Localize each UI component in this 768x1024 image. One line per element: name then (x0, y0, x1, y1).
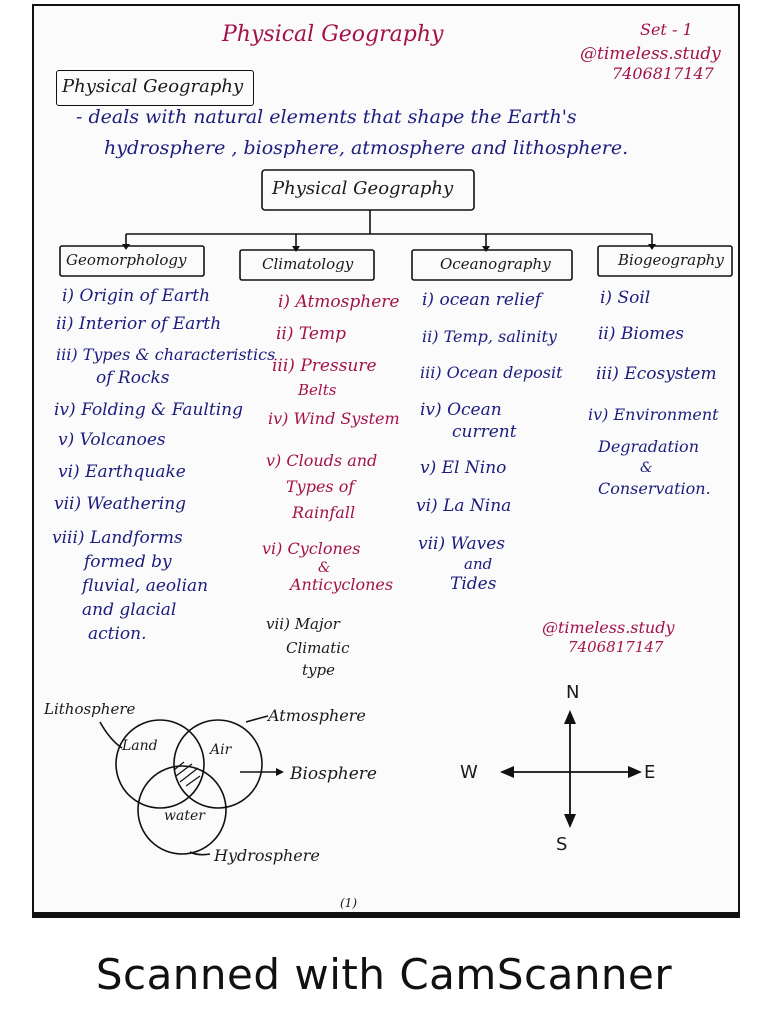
geo-item-3: iii) Types & characteristics (56, 345, 276, 364)
bio-item-2: ii) Biomes (598, 324, 684, 344)
venn-atmosphere: Atmosphere (268, 706, 366, 725)
branch-geomorphology: Geomorphology (66, 251, 187, 269)
venn-biosphere: Biosphere (290, 764, 377, 784)
geo-item-6: vi) Earthquake (58, 462, 186, 482)
clim-item-3: iii) Pressure (272, 356, 377, 376)
geo-item-1: i) Origin of Earth (62, 286, 211, 306)
clim-item-7b: Climatic (286, 639, 350, 657)
bio-item-4b: Degradation (598, 437, 699, 456)
ocean-item-3: iii) Ocean deposit (420, 363, 563, 382)
clim-item-4: iv) Wind System (268, 409, 400, 428)
compass-west: W (460, 762, 478, 783)
branch-oceanography: Oceanography (440, 255, 551, 273)
venn-water: water (164, 808, 205, 824)
venn-air: Air (210, 742, 232, 758)
geo-item-8b: formed by (84, 552, 172, 572)
set-label: Set - 1 (640, 20, 693, 39)
compass-east: E (644, 762, 656, 783)
branch-biogeography: Biogeography (618, 251, 724, 269)
definition-line-2: hydrosphere , biosphere, atmosphere and lithosphere. (104, 137, 629, 159)
clim-item-5c: Rainfall (292, 503, 356, 522)
header-handle: @timeless.study (580, 44, 721, 64)
bio-item-4d: Conservation. (598, 479, 711, 498)
geo-item-8d: and glacial (82, 600, 177, 620)
tree-root-label: Physical Geography (272, 178, 454, 199)
compass-south: S (556, 834, 568, 855)
bio-item-4: iv) Environment (588, 405, 719, 424)
venn-hydrosphere: Hydrosphere (214, 846, 320, 865)
clim-item-5: v) Clouds and (266, 451, 378, 470)
clim-item-2: ii) Temp (276, 324, 346, 344)
clim-item-6c: Anticyclones (290, 575, 394, 594)
ocean-item-4b: current (452, 422, 517, 442)
bio-item-3: iii) Ecosystem (596, 364, 717, 384)
clim-item-1: i) Atmosphere (278, 292, 400, 312)
watermark-handle: @timeless.study (542, 618, 675, 637)
ocean-item-2: ii) Temp, salinity (422, 327, 557, 346)
ocean-item-7c: Tides (450, 574, 497, 594)
geo-item-8e: action. (88, 624, 147, 644)
header-phone: 7406817147 (612, 64, 714, 83)
ocean-item-1: i) ocean relief (422, 290, 542, 310)
clim-item-7: vii) Major (266, 615, 340, 633)
ocean-item-7: vii) Waves (418, 534, 506, 554)
compass-arrowheads (500, 710, 642, 828)
ocean-item-6: vi) La Nina (416, 496, 512, 516)
clim-item-6b: & (318, 560, 331, 576)
clim-item-6: vi) Cyclones (262, 539, 361, 558)
compass-north: N (566, 682, 580, 703)
ocean-item-5: v) El Nino (420, 458, 507, 478)
ocean-item-4: iv) Ocean (420, 400, 502, 420)
watermark-phone: 7406817147 (568, 638, 664, 656)
geo-item-8: viii) Landforms (52, 528, 183, 548)
geo-item-5: v) Volcanoes (58, 430, 166, 450)
geo-item-4: iv) Folding & Faulting (54, 400, 243, 420)
geo-item-7: vii) Weathering (54, 494, 187, 514)
camscanner-footer: Scanned with CamScanner (95, 950, 673, 999)
definition-label: Physical Geography (62, 76, 244, 97)
ocean-item-7b: and (464, 555, 493, 573)
bio-item-4c: & (640, 460, 653, 476)
bio-item-1: i) Soil (600, 288, 651, 308)
definition-line-1: - deals with natural elements that shape the Earth's (76, 106, 577, 128)
venn-land: Land (122, 738, 158, 754)
page-number: (1) (340, 896, 357, 910)
geo-item-3b: of Rocks (96, 368, 170, 388)
venn-lithosphere: Lithosphere (44, 700, 136, 718)
compass-lines (506, 714, 636, 824)
page-title: Physical Geography (222, 22, 444, 47)
clim-item-7c: type (302, 661, 335, 679)
venn-diagram (100, 716, 276, 855)
geo-item-8c: fluvial, aeolian (82, 576, 209, 596)
clim-item-3b: Belts (298, 381, 337, 399)
branch-climatology: Climatology (262, 255, 354, 273)
geo-item-2: ii) Interior of Earth (56, 314, 222, 334)
clim-item-5b: Types of (286, 477, 355, 496)
